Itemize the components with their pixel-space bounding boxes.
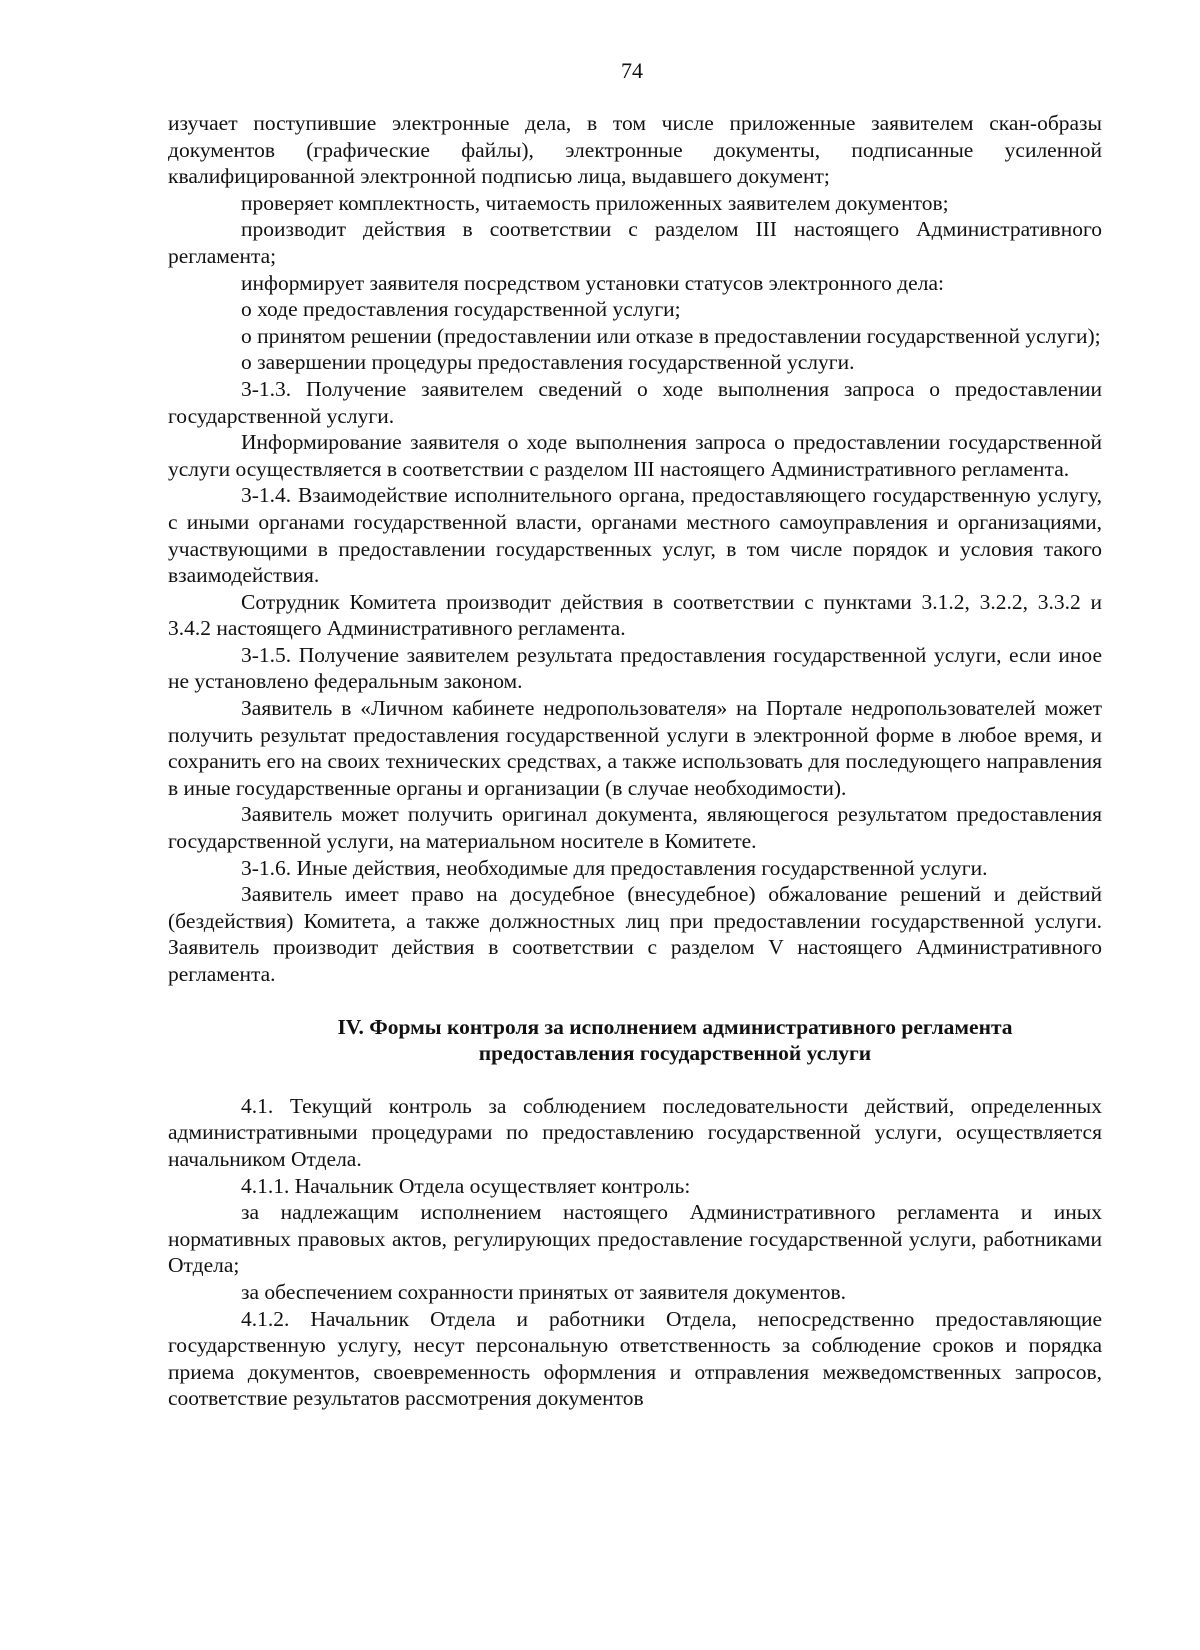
paragraph: информирует заявителя посредством установки статусов электронного дела: bbox=[241, 270, 944, 295]
paragraph: проверяет комплектность, читаемость приложенных заявителем документов; bbox=[241, 190, 949, 215]
section-heading bbox=[168, 1014, 1102, 1067]
paragraph: Заявитель может получить оригинал документа, являющегося результатом предоставления государственной услуги, на материальном носителе в Комитете. bbox=[168, 802, 1102, 854]
paragraph: о ходе предоставления государственной услуги; bbox=[241, 297, 681, 322]
paragraph: о завершении процедуры предоставления государственной услуги. bbox=[241, 350, 855, 375]
section-heading-line-1: IV. Формы контроля за исполнением административного регламента bbox=[337, 1014, 1013, 1039]
paragraph: 4.1.1. Начальник Отдела осуществляет контроль: bbox=[241, 1173, 691, 1198]
paragraph: 3-1.4. Взаимодействие исполнительного органа, предоставляющего государственную услугу, с иными органами государственной власти, органами местного самоуправления и организациями, участвующими в предоставлении государственных услуг, в том числе порядок и условия такого взаимодействия. bbox=[168, 483, 1102, 588]
paragraph: за обеспечением сохранности принятых от заявителя документов. bbox=[241, 1279, 846, 1304]
paragraph: 3-1.6. Иные действия, необходимые для предоставления государственной услуги. bbox=[241, 855, 988, 880]
section-heading-line-2: предоставления государственной услуги bbox=[478, 1041, 872, 1066]
paragraph: 3-1.3. Получение заявителем сведений о ходе выполнения запроса о предоставлении государственной услуги. bbox=[168, 376, 1102, 428]
paragraph: 3-1.5. Получение заявителем результата предоставления государственной услуги, если иное не установлено федеральным законом. bbox=[168, 642, 1102, 694]
paragraph: Заявитель имеет право на досудебное (внесудебное) обжалование решений и действий (бездействия) Комитета, а также должностных лиц при предоставлении государственной услуги. Заявитель производит действия в соответствии с разделом V настоящего Административного регламента. bbox=[168, 882, 1102, 986]
page-number: 74 bbox=[621, 58, 643, 83]
paragraph: о принятом решении (предоставлении или отказе в предоставлении государственной услуги); bbox=[241, 323, 1101, 348]
paragraph: изучает поступившие электронные дела, в том числе приложенные заявителем скан-образы документов (графические файлы), электронные документы, подписанные усиленной квалифицированной электронной подписью лица, выдавшего документ; bbox=[168, 111, 1102, 189]
document-body bbox=[168, 110, 1102, 1412]
paragraph: Информирование заявителя о ходе выполнения запроса о предоставлении государственной услуги осуществляется в соответствии с разделом III настоящего Административного регламента. bbox=[168, 430, 1102, 481]
paragraph: 4.1. Текущий контроль за соблюдением последовательности действий, определенных административными процедурами по предоставлению государственной услуги, осуществляется начальником Отдела. bbox=[168, 1093, 1102, 1171]
paragraph: Сотрудник Комитета производит действия в соответствии с пунктами 3.1.2, 3.2.2, 3.3.2 и 3.4.2 настоящего Административного регламента. bbox=[168, 589, 1102, 641]
paragraph: за надлежащим исполнением настоящего Административного регламента и иных нормативных правовых актов, регулирующих предоставление государственной услуги, работниками Отдела; bbox=[168, 1200, 1102, 1278]
paragraph: 4.1.2. Начальник Отдела и работники Отдела, непосредственно предоставляющие государственную услугу, несут персональную ответственность за соблюдение сроков и порядка приема документов, своевременность оформления и отправления межведомственных запросов, соответствие результатов рассмотрения документов bbox=[168, 1306, 1102, 1411]
paragraph: производит действия в соответствии с разделом III настоящего Административного регламента; bbox=[168, 217, 1102, 268]
paragraph: Заявитель в «Личном кабинете недропользователя» на Портале недропользователей может получить результат предоставления государственной услуги в электронной форме в любое время, и сохранить его на своих технических средствах, а также использовать для последующего направления в иные государственные органы и организации (в случае необходимости). bbox=[168, 696, 1102, 800]
